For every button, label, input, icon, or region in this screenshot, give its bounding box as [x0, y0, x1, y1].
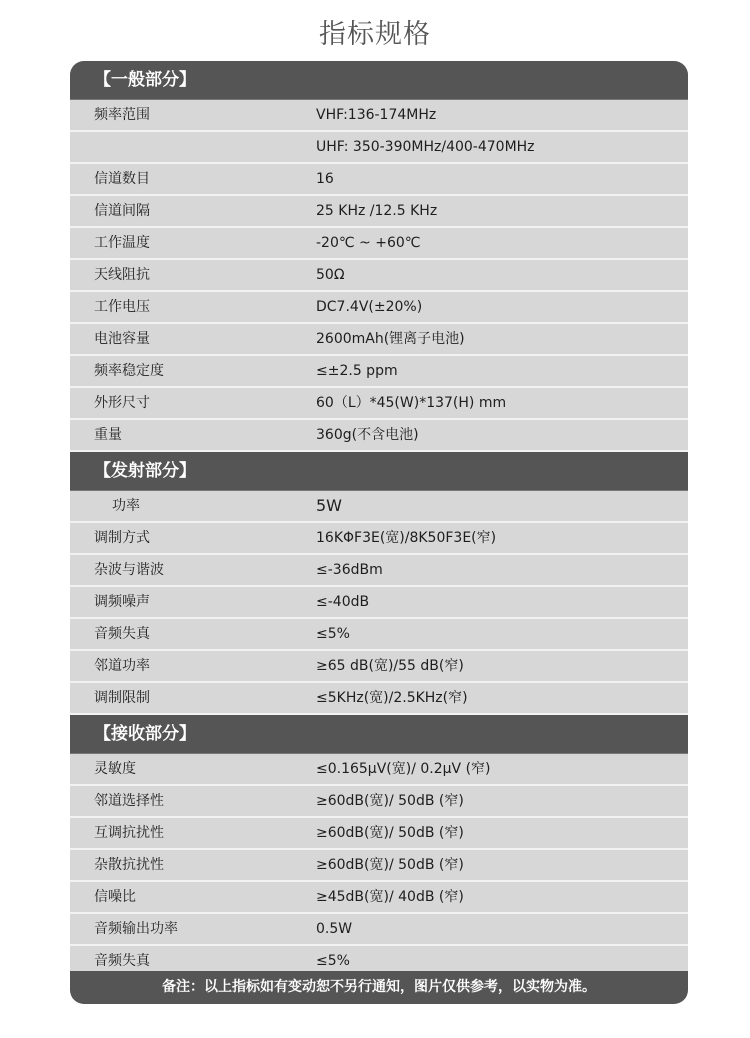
spec-value: 360g(不含电池): [316, 427, 419, 443]
spec-label: 工作电压: [94, 299, 150, 315]
page-title: 指标规格: [319, 19, 431, 50]
spec-value: DC7.4V(±20%): [316, 299, 423, 315]
spec-value: ≥60dB(宽)/ 50dB (窄): [316, 825, 464, 841]
spec-label: 杂散抗扰性: [94, 857, 164, 873]
spec-label: 音频失真: [94, 626, 150, 642]
spec-row: [70, 683, 688, 715]
spec-table: [70, 61, 688, 1004]
spec-row: [70, 882, 688, 914]
spec-row: [70, 132, 688, 164]
spec-row: [70, 260, 688, 292]
spec-value: ≤5%: [316, 626, 350, 642]
section-header-general: 【一般部分】: [70, 61, 688, 100]
spec-value: ≤5%: [316, 953, 350, 969]
spec-row: [70, 100, 688, 132]
spec-row: [70, 555, 688, 587]
spec-row: [70, 786, 688, 818]
spec-label: 频率稳定度: [94, 363, 164, 379]
spec-row: [70, 324, 688, 356]
spec-row: [70, 420, 688, 452]
spec-label: 灵敏度: [94, 761, 136, 777]
spec-value: ≤-40dB: [316, 594, 370, 610]
spec-label: 电池容量: [94, 331, 150, 347]
spec-label: 邻道功率: [94, 658, 150, 674]
spec-label: 互调抗扰性: [94, 825, 164, 841]
spec-row: [70, 651, 688, 683]
spec-label: 调制方式: [94, 530, 150, 546]
spec-label: 重量: [94, 427, 122, 443]
spec-label: 功率: [112, 498, 140, 514]
spec-row: [70, 850, 688, 882]
spec-row: [70, 754, 688, 786]
spec-value: 16: [316, 171, 334, 187]
spec-row: [70, 914, 688, 946]
spec-label: 外形尺寸: [94, 395, 150, 411]
spec-row: [70, 228, 688, 260]
spec-row: [70, 164, 688, 196]
spec-value: UHF: 350-390MHz/400-470MHz: [316, 139, 535, 155]
spec-value: ≤0.165μV(宽)/ 0.2μV (窄): [316, 761, 491, 777]
spec-value: 16KΦF3E(宽)/8K50F3E(窄): [316, 530, 497, 546]
spec-label: 调频噪声: [94, 594, 150, 610]
spec-label: 音频输出功率: [94, 921, 178, 937]
spec-label: 调制限制: [94, 690, 150, 706]
spec-value: 50Ω: [316, 267, 345, 283]
spec-label: 频率范围: [94, 107, 150, 123]
spec-value: 0.5W: [316, 921, 353, 937]
spec-value: 25 KHz /12.5 KHz: [316, 203, 438, 219]
spec-label: 天线阻抗: [94, 267, 150, 283]
section-header-receive: 【接收部分】: [70, 715, 688, 754]
spec-label: 信道数目: [94, 171, 150, 187]
spec-value: ≥60dB(宽)/ 50dB (窄): [316, 793, 464, 809]
spec-label: 工作温度: [94, 235, 150, 251]
spec-row: [70, 292, 688, 324]
spec-row: [70, 523, 688, 555]
spec-value: ≤-36dBm: [316, 562, 383, 578]
spec-row: [70, 818, 688, 850]
spec-value: ≥65 dB(宽)/55 dB(窄): [316, 658, 464, 674]
spec-value: VHF:136-174MHz: [316, 107, 437, 123]
spec-row: [70, 196, 688, 228]
spec-row: [70, 587, 688, 619]
spec-value: ≥60dB(宽)/ 50dB (窄): [316, 857, 464, 873]
spec-value: ≥45dB(宽)/ 40dB (窄): [316, 889, 464, 905]
spec-value: ≤±2.5 ppm: [316, 363, 398, 379]
spec-row: [70, 388, 688, 420]
spec-value: 2600mAh(锂离子电池): [316, 331, 465, 347]
spec-label: 邻道选择性: [94, 793, 164, 809]
spec-label: 音频失真: [94, 953, 150, 969]
footnote: 备注：以上指标如有变动恕不另行通知，图片仅供参考，以实物为准。: [70, 971, 688, 1004]
spec-label: 杂波与谐波: [94, 562, 164, 578]
spec-row: [70, 356, 688, 388]
spec-value: ≤5KHz(宽)/2.5KHz(窄): [316, 690, 468, 706]
spec-row: [70, 491, 688, 523]
spec-row: [70, 619, 688, 651]
spec-label: 信噪比: [94, 889, 136, 905]
spec-value: 5W: [316, 496, 342, 515]
spec-label: 信道间隔: [94, 203, 150, 219]
section-header-transmit: 【发射部分】: [70, 452, 688, 491]
spec-value: 60（L）*45(W)*137(H) mm: [316, 395, 507, 411]
spec-value: -20℃ ~ +60℃: [316, 235, 421, 251]
